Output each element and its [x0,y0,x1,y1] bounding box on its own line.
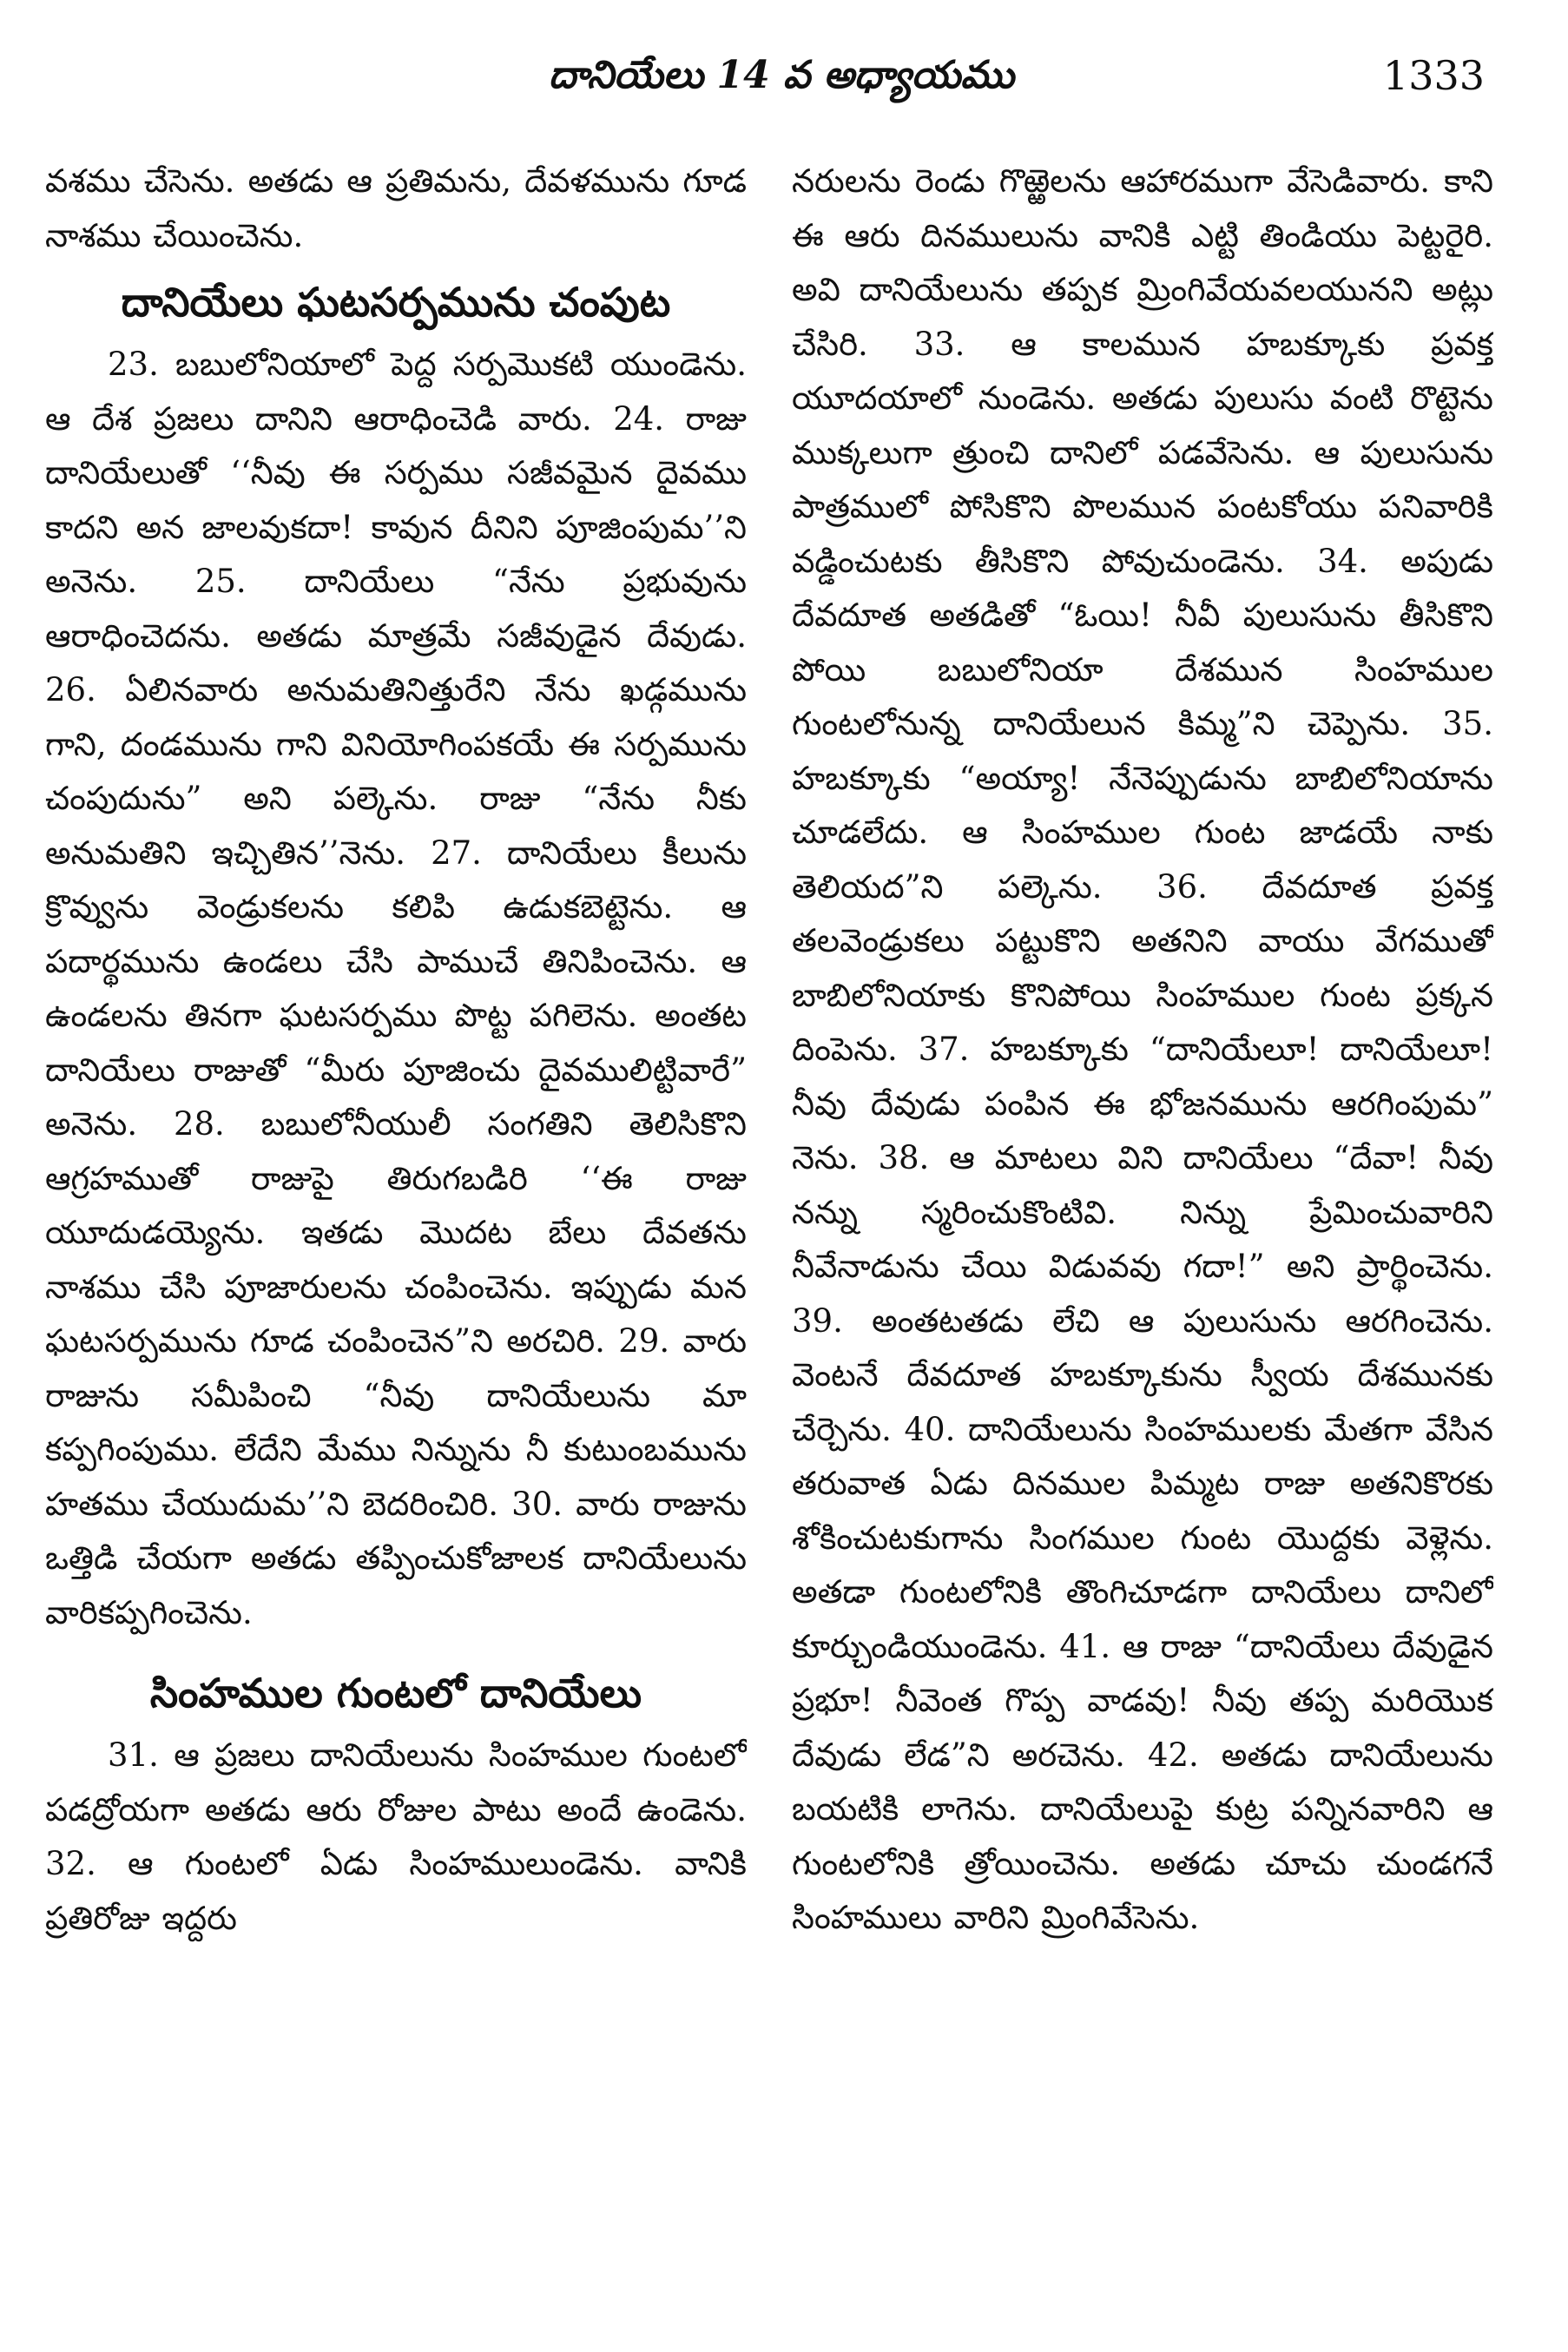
section-heading-lions-den: సింహముల గుంటలో దానియేలు [149,1670,642,1716]
paragraph-verses-31-32: 31. ఆ ప్రజలు దానియేలును సింహముల గుంటలో పడద్రోయగా అతడు ఆరు రోజుల పాటు అందే ఉండెను. 32. ఆ గుంటలో ఏడు సింహములుండెను. వానికి ప్రతిరోజు ఇద్దరు [45,1736,747,1937]
section-heading-serpent: దానియేలు ఘటసర్పమును చంపుట [121,279,671,326]
chapter-title: దానియేలు 14 వ అధ్యాయము [548,53,1015,97]
paragraph-verses-33-42: నరులను రెండు గొఱ్ఱెలను ఆహారముగా వేసెడివారు. కాని ఈ ఆరు దినములును వానికి ఎట్టి తిండియు పెట్టరైరి. అవి దానియేలును తప్పక మ్రింగివేయవలయునని అట్లు చేసిరి. 33. ఆ కాలమున హబక్కూకు ప్రవక్త యూదయాలో నుండెను. అతడు పులుసు వంటి రొట్టెను ముక్కలుగా త్రుంచి దానిలో పడవేసెను. ఆ పులుసును పాత్రములో పోసికొని పొలమున పంటకోయు పనివారికి వడ్డించుటకు తీసికొని పోవుచుండెను. 34. అపుడు దేవదూత అతడితో “ఓయి! నీవీ పులుసును తీసికొని పోయి బబులోనియా దేశమున సింహముల గుంటలోనున్న దానియేలున కిమ్మ”ని చెప్పెను. 35. హబక్కూకు “అయ్యా! నేనెప్పుడును బాబిలోనియాను చూడలేదు. ఆ సింహముల గుంట జాడయే నాకు తెలియద”ని పల్కెను. 36. దేవదూత ప్రవక్త తలవెండ్రుకలు పట్టుకొని అతనిని వాయు వేగముతో బాబిలోనియాకు కొనిపోయి సింహముల గుంట ప్రక్కన దింపెను. 37. హబక్కూకు “దానియేలూ! దానియేలూ! నీవు దేవుడు పంపిన ఈ భోజనమును ఆరగింపుమ” నెను. 38. ఆ మాటలు విని దానియేలు “దేవా! నీవు నన్ను స్మరించుకొంటివి. నిన్ను ప్రేమించువారిని నీవేనాడును చేయి విడువవు గదా!” అని ప్రార్థించెను. 39. అంతటతడు లేచి ఆ పులుసును ఆరగించెను. వెంటనే దేవదూత హబక్కూకును స్వీయ దేశమునకు చేర్చెను. 40. దానియేలును సింహములకు మేతగా వేసిన తరువాత ఏడు దినముల పిమ్మట రాజు అతనికొరకు శోకించుటకుగాను సింగముల గుంట యొద్దకు వెళ్లెను. అతడా గుంటలోనికి తొంగిచూడగా దానియేలు దానిలో కూర్చుండియుండెను. 41. ఆ రాజు “దానియేలు దేవుడైన ప్రభూ! నీవెంత గొప్ప వాడవు! నీవు తప్ప మరియొక దేవుడు లేడ”ని అరచెను. 42. అతడు దానియేలును బయటికి లాగెను. దానియేలుపై కుట్ర పన్నినవారిని ఆ గుంటలోనికి త్రోయించెను. అతడు చూచు చుండగనే సింహములు వారిని మ్రింగివేసెను. [792,162,1493,1936]
left-column [45,155,747,2308]
right-column [792,155,1493,2308]
page-number: 1333 [1382,52,1485,99]
paragraph-verses-23-30: 23. బబులోనియాలో పెద్ద సర్పమొకటి యుండెను. ఆ దేశ ప్రజలు దానిని ఆరాధించెడి వారు. 24. రాజు దానియేలుతో ‘‘నీవు ఈ సర్పము సజీవమైన దైవము కాదని అన జాలవుకదా! కావున దీనిని పూజింపుమ’’ని అనెను. 25. దానియేలు “నేను ప్రభువును ఆరాధించెదను. అతడు మాత్రమే సజీవుడైన దేవుడు. 26. ఏలినవారు అనుమతినిత్తురేని నేను ఖడ్గమును గాని, దండమును గాని వినియోగింపకయే ఈ సర్పమును చంపుదును” అని పల్కెను. రాజు “నేను నీకు అనుమతిని ఇచ్చితిన’’నెను. 27. దానియేలు కీలును క్రొవ్వును వెండ్రుకలను కలిపి ఉడుకబెట్టెను. ఆ పదార్థమును ఉండలు చేసి పాముచే తినిపించెను. ఆ ఉండలను తినగా ఘటసర్పము పొట్ట పగిలెను. అంతట దానియేలు రాజుతో “మీరు పూజించు దైవములిట్టివారే” అనెను. 28. బబులోనీయులీ సంగతిని తెలిసికొని ఆగ్రహముతో రాజుపై తిరుగబడిరి ‘‘ఈ రాజు యూదుడయ్యెను. ఇతడు మొదట బేలు దేవతను నాశము చేసి పూజారులను చంపించెను. ఇప్పుడు మన ఘటసర్పమును గూడ చంపించెన”ని అరచిరి. 29. వారు రాజును సమీపించి “నీవు దానియేలును మా కప్పగింపుము. లేదేని మేము నిన్నును నీ కుటుంబమును హతము చేయుదుమ’’ని బెదరించిరి. 30. వారు రాజును ఒత్తిడి చేయగా అతడు తప్పించుకోజాలక దానియేలును వారికప్పగించెను. [45,346,747,1631]
paragraph-continued: వశము చేసెను. అతడు ఆ ప్రతిమను, దేవళమును గూడ నాశము చేయించెను. [45,162,747,254]
running-header [78,45,1485,106]
